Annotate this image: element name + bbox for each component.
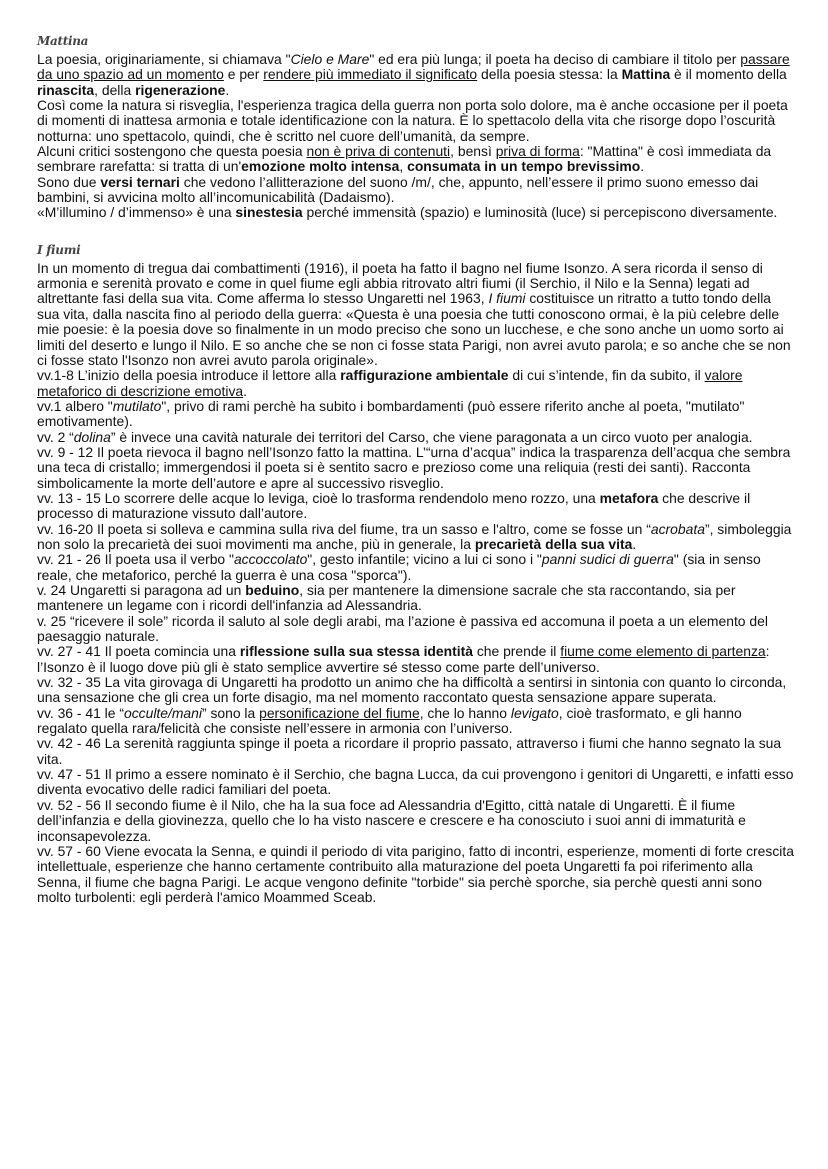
paragraph [37, 205, 795, 220]
bold-text: versi ternari [100, 173, 180, 190]
text-run: ", privo di rami perchè ha subito i bombardamenti (può essere riferito anche al poeta, "mutilato" emotivamente). [37, 397, 745, 430]
bold-text: riflessione sulla sua stessa identità [239, 643, 473, 660]
paragraph [37, 368, 795, 399]
section-heading: I fiumi [37, 242, 81, 257]
italic-text: I fiumi [488, 290, 526, 307]
text-run: costituisce un ritratto a tutto tondo della sua vita, dalla nascita fino al periodo della guerra: «Questa è una poesia che tutti conoscono ormai, è la più celebre delle mie poesie: è la poesia dove so finalmente in un modo preciso che sono un lucchese, e che sono anche un uomo sorto ai limiti del deserto e lungo il Nilo. E so anche che se non ci fosse stata Parigi, non avrei avuto parola; e so anche che se non ci fosse stato l'Isonzo non avrei avuto parola originale». [37, 290, 791, 368]
paragraph [37, 98, 795, 144]
text-run: , [399, 158, 408, 175]
paragraph [37, 583, 795, 614]
text-run: Così come la natura si risveglia, l'esperienza tragica della guerra non porta solo dolore, ma è anche occasione per il poeta di momenti di inattesa armonia e totale identificazione con la natura. È lo spettacolo della vita che risorge dopo l’oscurità notturna: uno spettacolo, quindi, che è scritto nel cuore dell’umanità, da sempre. [37, 97, 788, 144]
text-run: : "Mattina" è così immediata da sembrare rarefatta: si tratta di un' [37, 143, 772, 175]
italic-text: acrobata [650, 520, 705, 537]
text-run: Alcuni critici sostengono che questa poesia [37, 143, 307, 160]
section-mattina [37, 33, 795, 221]
paragraph [37, 675, 795, 706]
underlined-text: fiume come elemento di partenza [560, 643, 766, 660]
paragraph [37, 52, 795, 98]
text-run: e per [223, 66, 264, 83]
text-run: vv. 16-20 Il poeta si solleva e cammina sulla riva del fiume, tra un sasso e l'altro, come se fosse un “ [37, 520, 651, 537]
underlined-text: non è priva di contenuti [306, 143, 451, 160]
text-run: . [225, 81, 230, 98]
paragraph [37, 644, 795, 675]
paragraph [37, 445, 795, 491]
text-run: " ed era più lunga; il poeta ha deciso di cambiare il titolo per [369, 51, 741, 67]
paragraph [37, 767, 795, 798]
italic-text: accoccolato [233, 551, 308, 568]
paragraph [37, 399, 795, 430]
text-run: La poesia, originariamente, si chiamava " [37, 51, 291, 67]
text-run: : l’Isonzo è il luogo dove più gli è stato semplice avvertire sé stesso come parte dell’universo. [37, 643, 770, 675]
text-run: , cioè trasformato, e gli hanno regalato quella rara/felicità che consiste nell’essere in armonia con l’universo. [37, 704, 742, 737]
text-run: di cui s’intende, fin da subito, il [508, 367, 705, 384]
text-run: che descrive il processo di maturazione vissuto dall’autore. [37, 489, 751, 522]
text-run: vv. 57 - 60 Viene evocata la Senna, e quindi il periodo di vita parigino, fatto di incontri, esperienze, momenti di forte crescita intellettuale, esperienze che hanno certamente contribuito alla maturazione del poeta Ungaretti fa poi riferimento alla Senna, il fiume che bagna Parigi. Le acque vengono definite "torbide" sia perchè sporche, sia perchè questi anni sono molto turbolenti: egli perderà l'amico Moammed Sceab. [37, 842, 794, 905]
bold-text: beduino [245, 582, 300, 598]
paragraph [37, 798, 795, 844]
italic-text: occulte/mani [123, 704, 202, 721]
text-run: , della [94, 81, 136, 98]
bold-text: rigenerazione [135, 81, 226, 98]
italic-text: levigato [510, 704, 559, 721]
bold-text: rinascita [37, 81, 95, 98]
paragraph [37, 552, 795, 583]
text-run: vv. 32 - 35 La vita girovaga di Ungaretti ha prodotto un animo che ha difficoltà a sentirsi in sintonia con quanto lo circonda, una sensazione che gli crea un forte disagio, ma nel momento raccontato questa sensazione appare superata. [37, 674, 787, 706]
text-run: perché immensità (spazio) e luminosità (luce) si percepiscono diversamente. [302, 204, 778, 221]
bold-text: precarietà della sua vita [474, 535, 633, 552]
text-run: . [640, 158, 645, 175]
text-run: della poesia stessa: la [477, 66, 622, 83]
italic-text: Cielo e Mare [290, 51, 370, 67]
section-i-fiumi [37, 242, 795, 905]
text-run: Sono due [37, 173, 101, 190]
bold-text: metafora [599, 489, 659, 506]
text-run: «M’illumino / d’immenso» è una [37, 204, 236, 221]
paragraph [37, 261, 795, 368]
text-run: vv. 47 - 51 Il primo a essere nominato è il Serchio, che bagna Lucca, da cui provengono i genitori di Ungaretti, e infatti esso diventa evocativo delle radici familiari del poeta. [37, 766, 794, 798]
underlined-text: passare da uno spazio ad un momento [37, 51, 790, 83]
text-run: vv.1 albero " [37, 397, 113, 414]
italic-text: panni sudici di guerra [541, 551, 674, 568]
text-run: v. 24 Ungaretti si paragona ad un [37, 582, 246, 598]
text-run: vv. 2 “ [37, 428, 74, 445]
text-run: " (sia in senso reale, che metaforico, perché la guerra è una cosa "sporca"). [37, 551, 761, 583]
text-run: vv. 36 - 41 le “ [37, 704, 124, 721]
paragraph [37, 430, 795, 445]
italic-text: dolina [73, 428, 111, 445]
section-heading: Mattina [37, 34, 89, 48]
text-run: v. 25 “ricevere il sole” ricorda il saluto al sole degli arabi, ma l’azione è passiva ed accomuna il poeta a un elemento del paesaggio naturale. [37, 612, 768, 645]
section-body [37, 261, 795, 905]
bold-text: emozione molto intensa [241, 158, 400, 175]
text-run: che vedono l’allitterazione del suono /m/, che, appunto, nell’essere il primo suono emesso dai bambini, si avvicina molto all’incomunicabilità (Dadaismo). [37, 173, 759, 206]
underlined-text: personificazione del fiume [259, 704, 420, 721]
text-run: ” sono la [201, 704, 260, 721]
text-run: ", gesto infantile; vicino a lui ci sono i " [307, 551, 542, 568]
text-run: che prende il [472, 643, 561, 660]
text-run: ” è invece una cavità naturale dei territori del Carso, che viene paragonata a un circo vuoto per analogia. [110, 428, 753, 445]
paragraph [37, 736, 795, 767]
italic-text: mutilato [112, 397, 162, 414]
paragraph [37, 144, 795, 175]
text-run: è il momento della [670, 66, 787, 83]
text-run: . [243, 382, 247, 399]
text-run: vv. 21 - 26 Il poeta usa il verbo " [37, 551, 234, 568]
text-run: vv.1-8 L’inizio della poesia introduce il lettore alla [37, 367, 341, 384]
text-run: ”, simboleggia non solo la precarietà dei suoi movimenti ma anche, più in generale, la [37, 520, 792, 552]
text-run: vv. 52 - 56 Il secondo fiume è il Nilo, che ha la sua foce ad Alessandria d'Egitto, città natale di Ungaretti. È il fiume dell’infanzia e della giovinezza, quello che lo ha visto nascere e crescere e ha conosciuto i suoi anni di immaturità e inconsapevolezza. [37, 796, 746, 844]
paragraph [37, 175, 795, 206]
paragraph [37, 614, 795, 645]
paragraph [37, 844, 795, 905]
bold-text: raffigurazione ambientale [340, 367, 509, 384]
text-run: , bensì [450, 143, 496, 160]
text-run: vv. 42 - 46 La serenità raggiunta spinge il poeta a ricordare il proprio passato, attraverso i fiumi che hanno segnato la sua vita. [37, 735, 782, 767]
bold-text: consumata in un tempo brevissimo [407, 158, 641, 175]
paragraph [37, 706, 795, 737]
text-run: vv. 27 - 41 Il poeta comincia una [37, 643, 240, 660]
text-run: In un momento di tregua dai combattimenti (1916), il poeta ha fatto il bagno nel fiume Isonzo. A sera ricorda il senso di armonia e serenità provato e come in quel fiume egli abbia ritrovato altri fiumi (il Serchio, il Nilo e la Senna) legati ad altrettante fasi della sua vita. Come afferma lo stesso Ungaretti nel 1963, [37, 259, 763, 307]
bold-text: sinestesia [235, 204, 303, 221]
underlined-text: priva di forma [495, 143, 580, 160]
underlined-text: rendere più immediato il significato [263, 66, 478, 83]
underlined-text: valore metaforico di descrizione emotiva [37, 367, 743, 399]
paragraph [37, 522, 795, 553]
section-body [37, 52, 795, 221]
text-run: , che lo hanno [419, 704, 511, 721]
text-run: . [632, 535, 637, 552]
document-page [37, 33, 795, 926]
bold-text: Mattina [621, 66, 671, 83]
text-run: vv. 13 - 15 Lo scorrere delle acque lo leviga, cioè lo trasforma rendendolo meno rozzo, una [37, 489, 600, 506]
paragraph [37, 491, 795, 522]
text-run: , sia per mantenere la dimensione sacrale che sta raccontando, sia per mantenere un legame con i ricordi dell'infanzia ad Alessandria. [37, 582, 736, 614]
text-run: vv. 9 - 12 Il poeta rievoca il bagno nell’Isonzo fatto la mattina. L’“urna d’acqua” indica la trasparenza dell’acqua che sembra una teca di cristallo; immergendosi il poeta si è sentito sacro e prezioso come una reliquia (resti dei santi). Racconta simbolicamente la morte dell’autore e apre al successivo risveglio. [37, 443, 791, 491]
